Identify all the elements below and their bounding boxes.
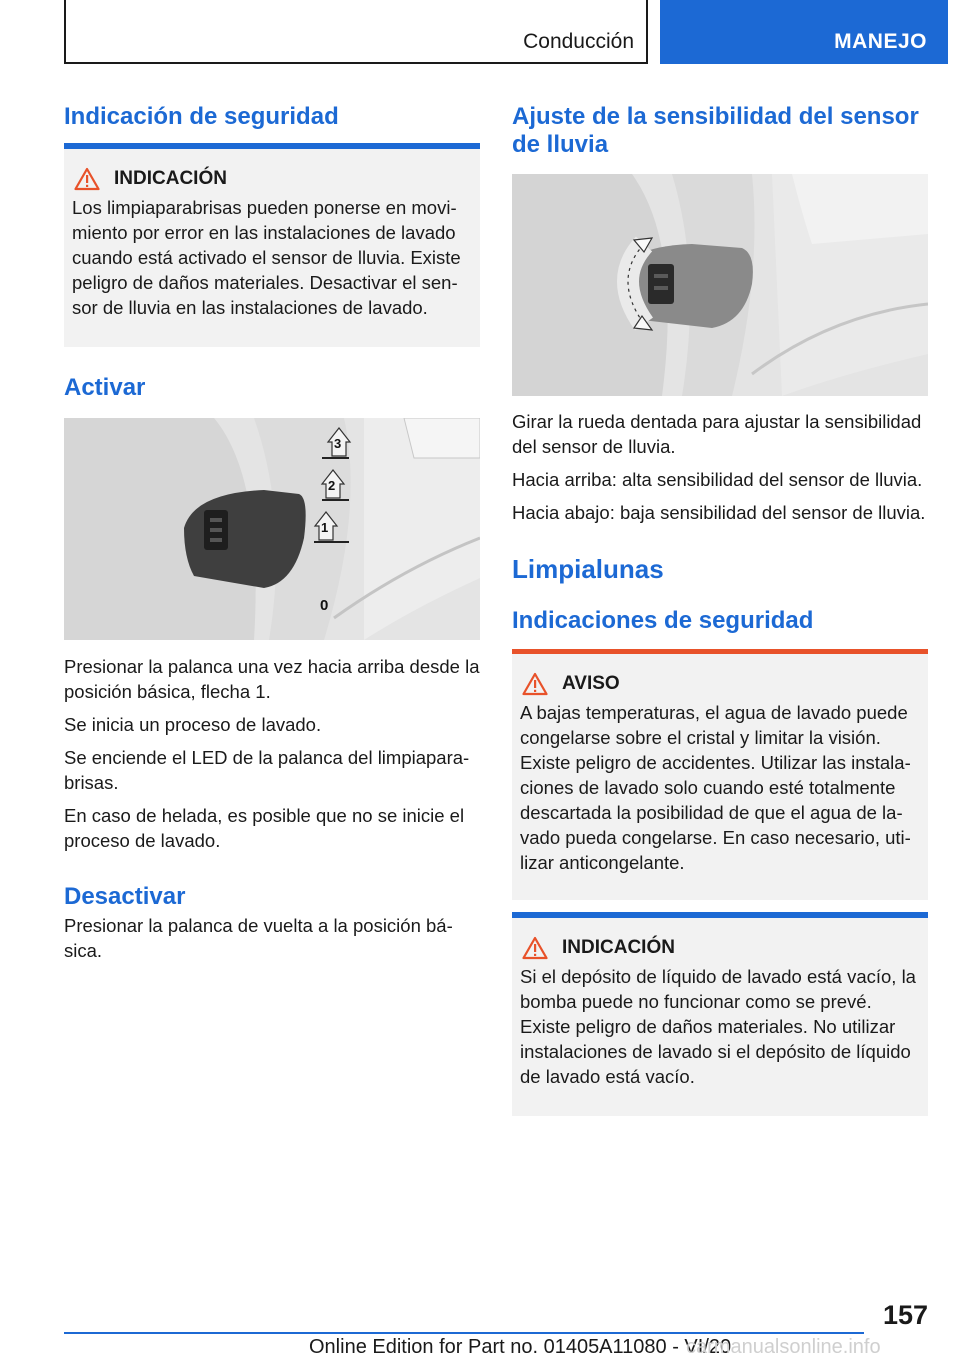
note-line: Si el depósito de líquido de lavado está vacío, la — [520, 966, 916, 987]
note-line: Los limpiaparabrisas pueden ponerse en movi- — [72, 197, 457, 218]
header-chapter-tab — [660, 0, 948, 64]
page-number: 157 — [882, 1300, 928, 1330]
header-chapter-label: MANEJO — [834, 30, 927, 53]
right-column — [512, 103, 928, 1116]
activate-paragraph-2: Se inicia un proceso de lavado. — [64, 714, 322, 735]
note-line: de lavado está vacío. — [520, 1066, 695, 1087]
warning-header — [522, 672, 920, 696]
left-column — [64, 103, 480, 963]
activate-paragraph-1b: posición básica, flecha 1. — [64, 681, 271, 702]
footer-rule — [64, 1332, 864, 1334]
note-line: peligro de daños materiales. Desactivar el sen- — [72, 272, 458, 293]
note-box-1 — [64, 149, 480, 347]
warning-line: ciones de lavado solo cuando esté totalmente — [520, 777, 896, 798]
warning-line: vado pueda congelarse. En caso necesario, uti- — [520, 827, 911, 848]
position-label-1: 1 — [321, 520, 329, 535]
warning-triangle-icon — [522, 936, 548, 960]
note-box-2 — [512, 918, 928, 1116]
header-section-tab — [64, 0, 648, 64]
wiper-lever-image — [64, 418, 480, 640]
position-label-3: 3 — [334, 436, 342, 451]
note-line: instalaciones de lavado si el depósito de líquido — [520, 1041, 911, 1062]
note-line: sor de lluvia en las instalaciones de lavado. — [72, 297, 428, 318]
warning-label: AVISO — [562, 673, 620, 694]
washer-heading: Limpialunas — [512, 554, 664, 584]
sensor-paragraph-3: Hacia abajo: baja sensibilidad del sensor de lluvia. — [512, 502, 926, 523]
position-label-0: 0 — [320, 597, 329, 614]
activate-paragraph-1a: Presionar la palanca una vez hacia arriba desde la — [64, 656, 480, 677]
activate-paragraph-4a: En caso de helada, es posible que no se inicie el — [64, 805, 465, 826]
deactivate-heading: Desactivar — [64, 883, 186, 910]
sensor-heading-line-2: de lluvia — [512, 131, 609, 158]
footer-watermark: carmanualsonline.info — [686, 1336, 881, 1358]
sensor-paragraph-2: Hacia arriba: alta sensibilidad del sensor de lluvia. — [512, 469, 923, 490]
activate-heading: Activar — [64, 374, 146, 401]
activate-paragraph-3a: Se enciende el LED de la palanca del limpiapara- — [64, 747, 470, 768]
warning-line: Existe peligro de accidentes. Utilizar las instala- — [520, 752, 911, 773]
rain-sensor-image — [512, 174, 928, 396]
note-header — [522, 936, 920, 960]
note-label: INDICACIÓN — [114, 168, 227, 189]
activate-paragraph-3b: brisas. — [64, 772, 119, 793]
note-line: bomba puede no funcionar como se prevé. — [520, 991, 872, 1012]
activate-paragraph-4b: proceso de lavado. — [64, 830, 221, 851]
note-header — [74, 167, 472, 191]
note-line: cuando está activado el sensor de lluvia. Existe — [72, 247, 461, 268]
deactivate-paragraph-b: sica. — [64, 940, 103, 961]
washer-safety-heading: Indicaciones de seguridad — [512, 607, 814, 634]
warning-line: descartada la posibilidad de que el agua de la- — [520, 802, 903, 823]
note-line: Existe peligro de daños materiales. No utilizar — [520, 1016, 896, 1037]
warning-triangle-icon — [74, 167, 100, 191]
position-label-2: 2 — [328, 478, 336, 493]
warning-line: A bajas temperaturas, el agua de lavado puede — [520, 702, 908, 723]
rain-sensor-illustration — [512, 174, 928, 396]
sensor-heading-line-1: Ajuste de la sensibilidad del sensor — [512, 103, 919, 130]
sensor-paragraph-1a: Girar la rueda dentada para ajustar la sensibilidad — [512, 411, 922, 432]
note-line: miento por error en las instalaciones de lavado — [72, 222, 456, 243]
note-label: INDICACIÓN — [562, 937, 675, 958]
header-section-label: Conducción — [523, 30, 634, 53]
wiper-lever-illustration — [64, 418, 480, 640]
warning-line: lizar anticongelante. — [520, 852, 685, 873]
deactivate-paragraph-a: Presionar la palanca de vuelta a la posición bá- — [64, 915, 453, 936]
safety-heading: Indicación de seguridad — [64, 103, 339, 130]
warning-triangle-icon — [522, 672, 548, 696]
sensor-paragraph-1b: del sensor de lluvia. — [512, 436, 676, 457]
footer-edition: Online Edition for Part no. 01405A11080 - VI/20 — [309, 1336, 732, 1358]
warning-box — [512, 654, 928, 900]
warning-line: congelarse sobre el cristal y limitar la visión. — [520, 727, 881, 748]
